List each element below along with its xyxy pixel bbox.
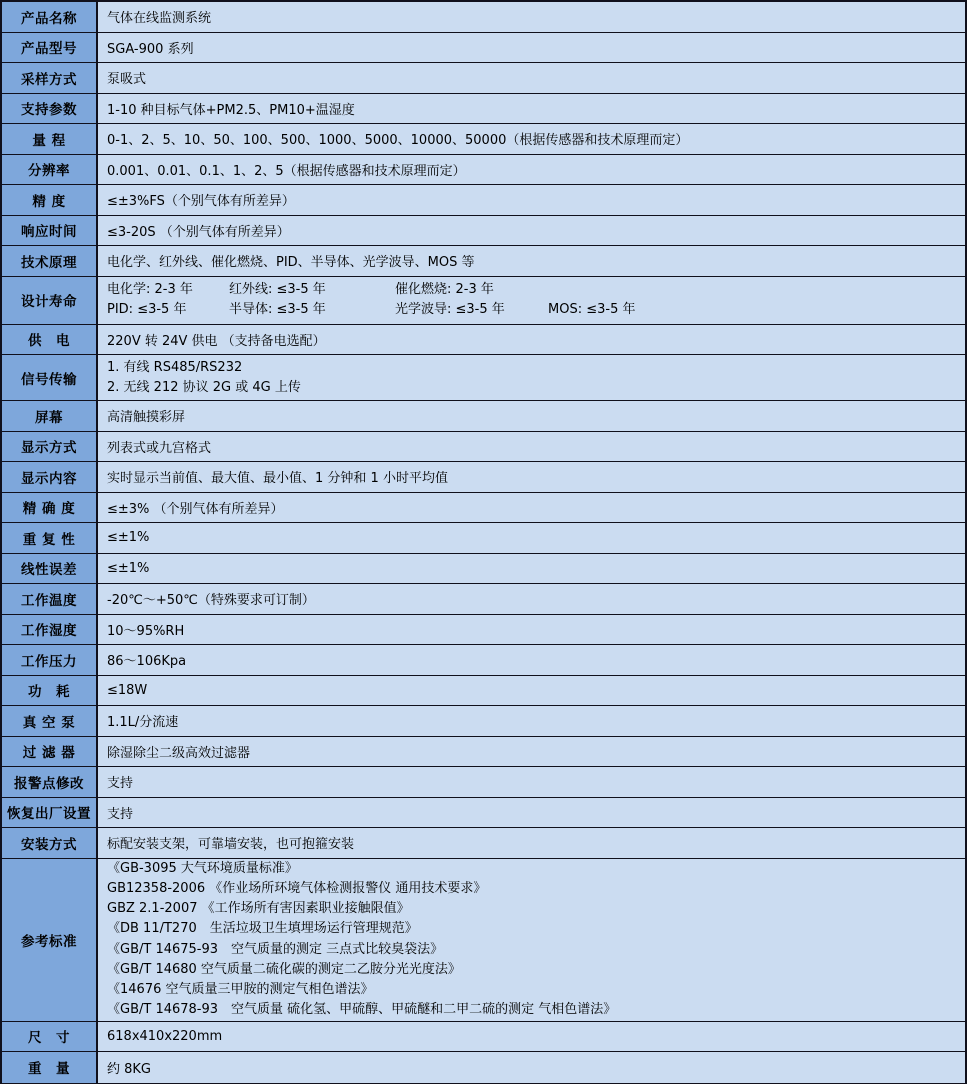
row-power-supply [2, 325, 965, 356]
spec-value: 标配安装支架，可靠墙安装，也可抱箍安装 [98, 828, 965, 858]
spec-label: 支持参数 [2, 94, 98, 124]
spec-value: 0-1、2、5、10、50、100、500、1000、5000、10000、50000（根据传感器和技术原理而定） [98, 124, 965, 154]
spec-label: 采样方式 [2, 63, 98, 93]
standard-line: GBZ 2.1-2007 《工作场所有害因素职业接触限值》 [107, 901, 410, 917]
row-linearity-error [2, 554, 965, 585]
spec-label: 技术原理 [2, 246, 98, 276]
spec-value: ≤3-20S （个别气体有所差异） [98, 216, 965, 246]
spec-label: 供 电 [2, 325, 98, 355]
spec-label: 重 量 [2, 1052, 98, 1083]
spec-label: 设计寿命 [2, 277, 98, 324]
spec-value: ≤±3% （个别气体有所差异） [98, 493, 965, 523]
spec-label: 重 复 性 [2, 523, 98, 553]
standard-line: 《GB/T 14675-93 空气质量的测定 三点式比较臭袋法》 [107, 941, 444, 957]
spec-label: 精 度 [2, 185, 98, 215]
spec-value: -20℃～+50℃（特殊要求可订制） [98, 584, 965, 614]
standard-line: 《GB/T 14678-93 空气质量 硫化氢、甲硫醇、甲硫醚和二甲二硫的测定 气相色谱法》 [107, 1002, 617, 1018]
spec-label: 工作压力 [2, 645, 98, 675]
spec-value: ≤±1% [98, 523, 965, 553]
spec-label: 安装方式 [2, 828, 98, 858]
row-factory-reset [2, 798, 965, 829]
row-installation [2, 828, 965, 859]
spec-label: 精 确 度 [2, 493, 98, 523]
spec-label: 参考标准 [2, 859, 98, 1021]
spec-value: 泵吸式 [98, 63, 965, 93]
spec-value: 约 8KG [98, 1052, 965, 1083]
spec-value: 220V 转 24V 供电 （支持备电选配） [98, 325, 965, 355]
spec-value: 电化学、红外线、催化燃烧、PID、半导体、光学波导、MOS 等 [98, 246, 965, 276]
row-weight [2, 1052, 965, 1083]
spec-value [98, 859, 965, 1021]
spec-label: 线性误差 [2, 554, 98, 584]
standard-line: GB12358-2006 《作业场所环境气体检测报警仪 通用技术要求》 [107, 880, 487, 896]
spec-label: 工作湿度 [2, 615, 98, 645]
spec-label: 报警点修改 [2, 767, 98, 797]
spec-value: 支持 [98, 767, 965, 797]
row-vacuum-pump [2, 706, 965, 737]
row-dimensions [2, 1022, 965, 1053]
row-response-time [2, 216, 965, 247]
design-life-pid: PID: ≤3-5 年 [107, 302, 187, 317]
spec-label: 恢复出厂设置 [2, 798, 98, 828]
spec-label: 量 程 [2, 124, 98, 154]
spec-label: 过 滤 器 [2, 737, 98, 767]
spec-value: SGA-900 系列 [98, 33, 965, 63]
spec-value: 除湿除尘二级高效过滤器 [98, 737, 965, 767]
design-life-infrared: 红外线: ≤3-5 年 [229, 282, 326, 297]
row-product-name [2, 2, 965, 33]
spec-value: 支持 [98, 798, 965, 828]
spec-value: ≤±3%FS（个别气体有所差异） [98, 185, 965, 215]
spec-value [98, 355, 965, 400]
standard-line: 《GB/T 14680 空气质量二硫化碳的测定二乙胺分光光度法》 [107, 961, 461, 977]
row-signal-transmission [2, 355, 965, 401]
spec-label: 功 耗 [2, 676, 98, 706]
signal-line-wireless: 2. 无线 212 协议 2G 或 4G 上传 [107, 379, 301, 395]
spec-label: 分辨率 [2, 155, 98, 185]
spec-label: 显示内容 [2, 462, 98, 492]
spec-value [98, 277, 965, 324]
spec-label: 响应时间 [2, 216, 98, 246]
spec-label: 真 空 泵 [2, 706, 98, 736]
design-life-catalytic: 催化燃烧: 2-3 年 [395, 282, 494, 297]
row-working-humidity [2, 615, 965, 646]
row-precision [2, 493, 965, 524]
row-accuracy [2, 185, 965, 216]
design-life-line-1 [107, 280, 965, 300]
row-resolution [2, 155, 965, 186]
row-model [2, 33, 965, 64]
spec-label: 显示方式 [2, 432, 98, 462]
design-life-semiconductor: 半导体: ≤3-5 年 [229, 302, 326, 317]
spec-value: 618x410x220mm [98, 1022, 965, 1052]
design-life-electrochemical: 电化学: 2-3 年 [107, 282, 193, 297]
row-power-consumption [2, 676, 965, 707]
standard-line: 《GB-3095 大气环境质量标准》 [107, 860, 298, 876]
row-reference-standards [2, 859, 965, 1022]
row-display-mode [2, 432, 965, 463]
row-sampling-method [2, 63, 965, 94]
design-life-line-2 [107, 300, 965, 320]
spec-value: 实时显示当前值、最大值、最小值、1 分钟和 1 小时平均值 [98, 462, 965, 492]
design-life-mos: MOS: ≤3-5 年 [548, 302, 636, 317]
spec-value: 86～106Kpa [98, 645, 965, 675]
row-range [2, 124, 965, 155]
signal-line-wired: 1. 有线 RS485/RS232 [107, 359, 243, 375]
spec-value: 1-10 种目标气体+PM2.5、PM10+温湿度 [98, 94, 965, 124]
standard-line: 《14676 空气质量三甲胺的测定气相色谱法》 [107, 981, 374, 997]
row-working-temperature [2, 584, 965, 615]
spec-value: 10～95%RH [98, 615, 965, 645]
row-working-pressure [2, 645, 965, 676]
spec-value: ≤18W [98, 676, 965, 706]
row-display-content [2, 462, 965, 493]
spec-value: 1.1L/分流速 [98, 706, 965, 736]
spec-label: 尺 寸 [2, 1022, 98, 1052]
spec-label: 产品名称 [2, 2, 98, 32]
spec-value: 列表式或九宫格式 [98, 432, 965, 462]
spec-label: 产品型号 [2, 33, 98, 63]
spec-value: 高清触摸彩屏 [98, 401, 965, 431]
standard-line: 《DB 11/T270 生活垃圾卫生填埋场运行管理规范》 [107, 921, 418, 937]
row-screen [2, 401, 965, 432]
spec-value: ≤±1% [98, 554, 965, 584]
spec-label: 工作温度 [2, 584, 98, 614]
row-repeatability [2, 523, 965, 554]
spec-value: 气体在线监测系统 [98, 2, 965, 32]
spec-label: 屏幕 [2, 401, 98, 431]
row-supported-parameters [2, 94, 965, 125]
row-filter [2, 737, 965, 768]
row-alarm-point-modify [2, 767, 965, 798]
spec-label: 信号传输 [2, 355, 98, 400]
row-design-life [2, 277, 965, 325]
spec-value: 0.001、0.01、0.1、1、2、5（根据传感器和技术原理而定） [98, 155, 965, 185]
row-technical-principle [2, 246, 965, 277]
design-life-optical: 光学波导: ≤3-5 年 [395, 302, 505, 317]
